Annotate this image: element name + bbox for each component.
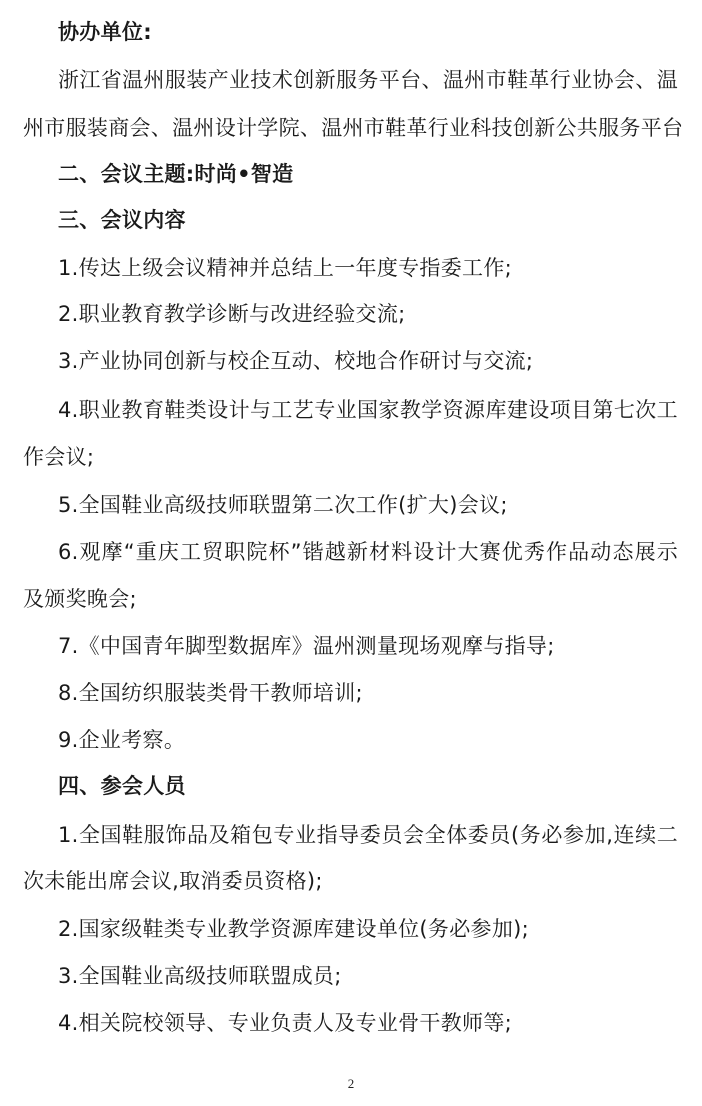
cosponsor-heading: 协办单位: — [58, 20, 152, 44]
content-item-4-continued: 作会议; — [23, 445, 95, 469]
content-item-4: 4.职业教育鞋类设计与工艺专业国家教学资源库建设项目第七次工 — [58, 398, 678, 422]
content-item-1: 1.传达上级会议精神并总结上一年度专指委工作; — [58, 256, 513, 280]
content-heading: 三、会议内容 — [58, 208, 186, 232]
content-item-7: 7.《中国青年脚型数据库》温州测量现场观摩与指导; — [58, 634, 555, 658]
content-item-8: 8.全国纺织服装类骨干教师培训; — [58, 681, 363, 705]
page-number: 2 — [347, 1076, 355, 1091]
content-item-5: 5.全国鞋业高级技师联盟第二次工作(扩大)会议; — [58, 493, 508, 517]
cosponsor-text-line-2: 州市服装商会、温州设计学院、温州市鞋革行业科技创新公共服务平台 — [23, 116, 684, 140]
attendee-item-1-continued: 次未能出席会议,取消委员资格); — [23, 869, 323, 893]
attendee-item-3: 3.全国鞋业高级技师联盟成员; — [58, 964, 342, 988]
content-item-6-continued: 及颁奖晚会; — [23, 587, 137, 611]
attendees-heading: 四、参会人员 — [58, 774, 186, 798]
content-item-9: 9.企业考察。 — [58, 728, 186, 752]
content-item-2: 2.职业教育教学诊断与改进经验交流; — [58, 302, 406, 326]
attendee-item-2: 2.国家级鞋类专业教学资源库建设单位(务必参加); — [58, 917, 529, 941]
cosponsor-text-line-1: 浙江省温州服装产业技术创新服务平台、温州市鞋革行业协会、温 — [58, 68, 678, 92]
theme-heading: 二、会议主题:时尚•智造 — [58, 162, 294, 186]
attendee-item-1: 1.全国鞋服饰品及箱包专业指导委员会全体委员(务必参加,连续二 — [58, 823, 678, 847]
content-item-6: 6.观摩“重庆工贸职院杯”锴越新材料设计大赛优秀作品动态展示 — [58, 540, 678, 564]
attendee-item-4: 4.相关院校领导、专业负责人及专业骨干教师等; — [58, 1011, 513, 1035]
content-item-3: 3.产业协同创新与校企互动、校地合作研讨与交流; — [58, 349, 534, 373]
